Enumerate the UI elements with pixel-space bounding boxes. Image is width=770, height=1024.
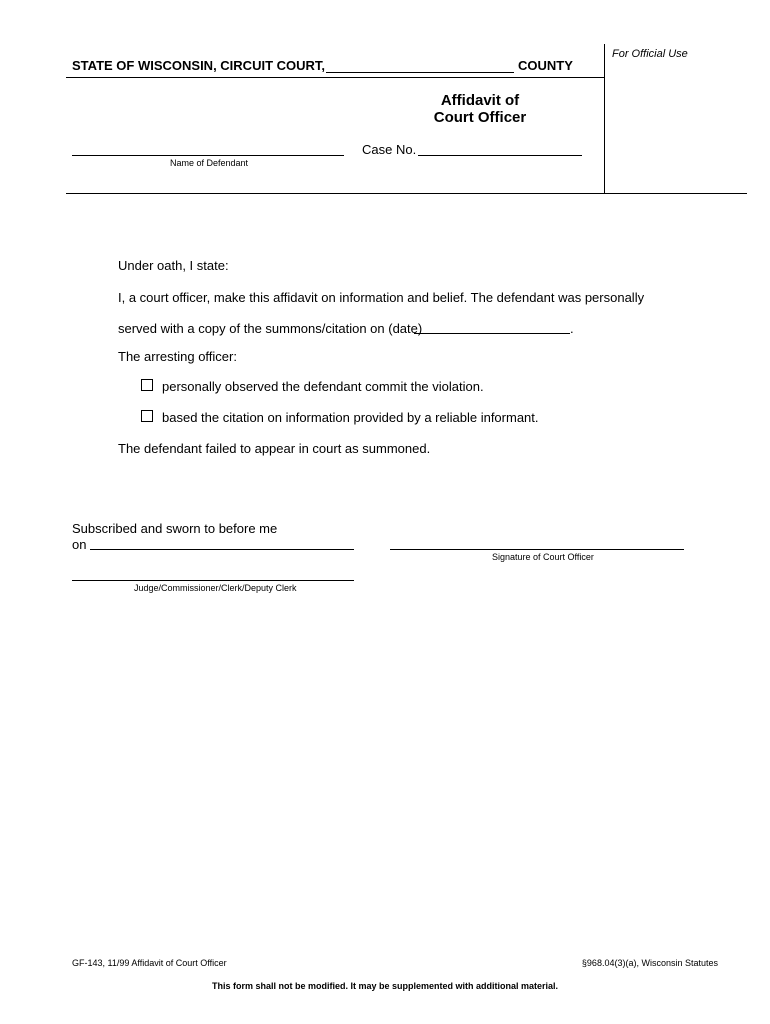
title-line-1: Affidavit of bbox=[440, 92, 520, 109]
official-use-label: For Official Use bbox=[612, 48, 688, 60]
statement-period: . bbox=[570, 321, 574, 336]
judge-signature-label: Judge/Commissioner/Clerk/Deputy Clerk bbox=[134, 583, 297, 593]
statute-reference: §968.04(3)(a), Wisconsin Statutes bbox=[581, 958, 718, 968]
informant-checkbox[interactable] bbox=[141, 410, 153, 422]
officer-signature-field[interactable] bbox=[390, 549, 684, 550]
form-id: GF-143, 11/99 Affidavit of Court Officer bbox=[72, 958, 227, 968]
officer-signature-label: Signature of Court Officer bbox=[492, 552, 594, 562]
observed-violation-label: personally observed the defendant commit the violation. bbox=[162, 379, 484, 394]
judge-signature-field[interactable] bbox=[72, 580, 354, 581]
observed-violation-checkbox[interactable] bbox=[141, 379, 153, 391]
sworn-text: Subscribed and sworn to before me bbox=[72, 521, 278, 536]
statement-line-2: served with a copy of the summons/citation on (date) bbox=[118, 321, 423, 336]
title-line-2: Court Officer bbox=[433, 109, 527, 126]
county-field[interactable] bbox=[326, 72, 514, 73]
sworn-on-text: on bbox=[72, 537, 87, 552]
document-title bbox=[400, 92, 560, 126]
defendant-name-field[interactable] bbox=[72, 155, 344, 156]
court-line: STATE OF WISCONSIN, CIRCUIT COURT, bbox=[72, 58, 326, 73]
defendant-label: Name of Defendant bbox=[170, 158, 249, 168]
case-no-label: Case No. bbox=[362, 142, 417, 157]
arresting-officer-text: The arresting officer: bbox=[118, 349, 237, 364]
intro-text: Under oath, I state: bbox=[118, 258, 229, 273]
case-no-field[interactable] bbox=[418, 155, 582, 156]
header-rule-top bbox=[66, 77, 605, 78]
sworn-date-field[interactable] bbox=[90, 549, 354, 550]
informant-label: based the citation on information provided by a reliable informant. bbox=[162, 410, 539, 425]
header-rule-bottom bbox=[66, 193, 747, 194]
service-date-field[interactable] bbox=[414, 333, 570, 334]
statement-line-1: I, a court officer, make this affidavit on information and belief. The defendant was personally bbox=[118, 290, 645, 305]
official-use-divider bbox=[604, 44, 605, 194]
county-label: COUNTY bbox=[518, 58, 573, 73]
modification-notice: This form shall not be modified. It may be supplemented with additional material. bbox=[211, 981, 559, 991]
failed-to-appear-text: The defendant failed to appear in court as summoned. bbox=[118, 441, 431, 456]
